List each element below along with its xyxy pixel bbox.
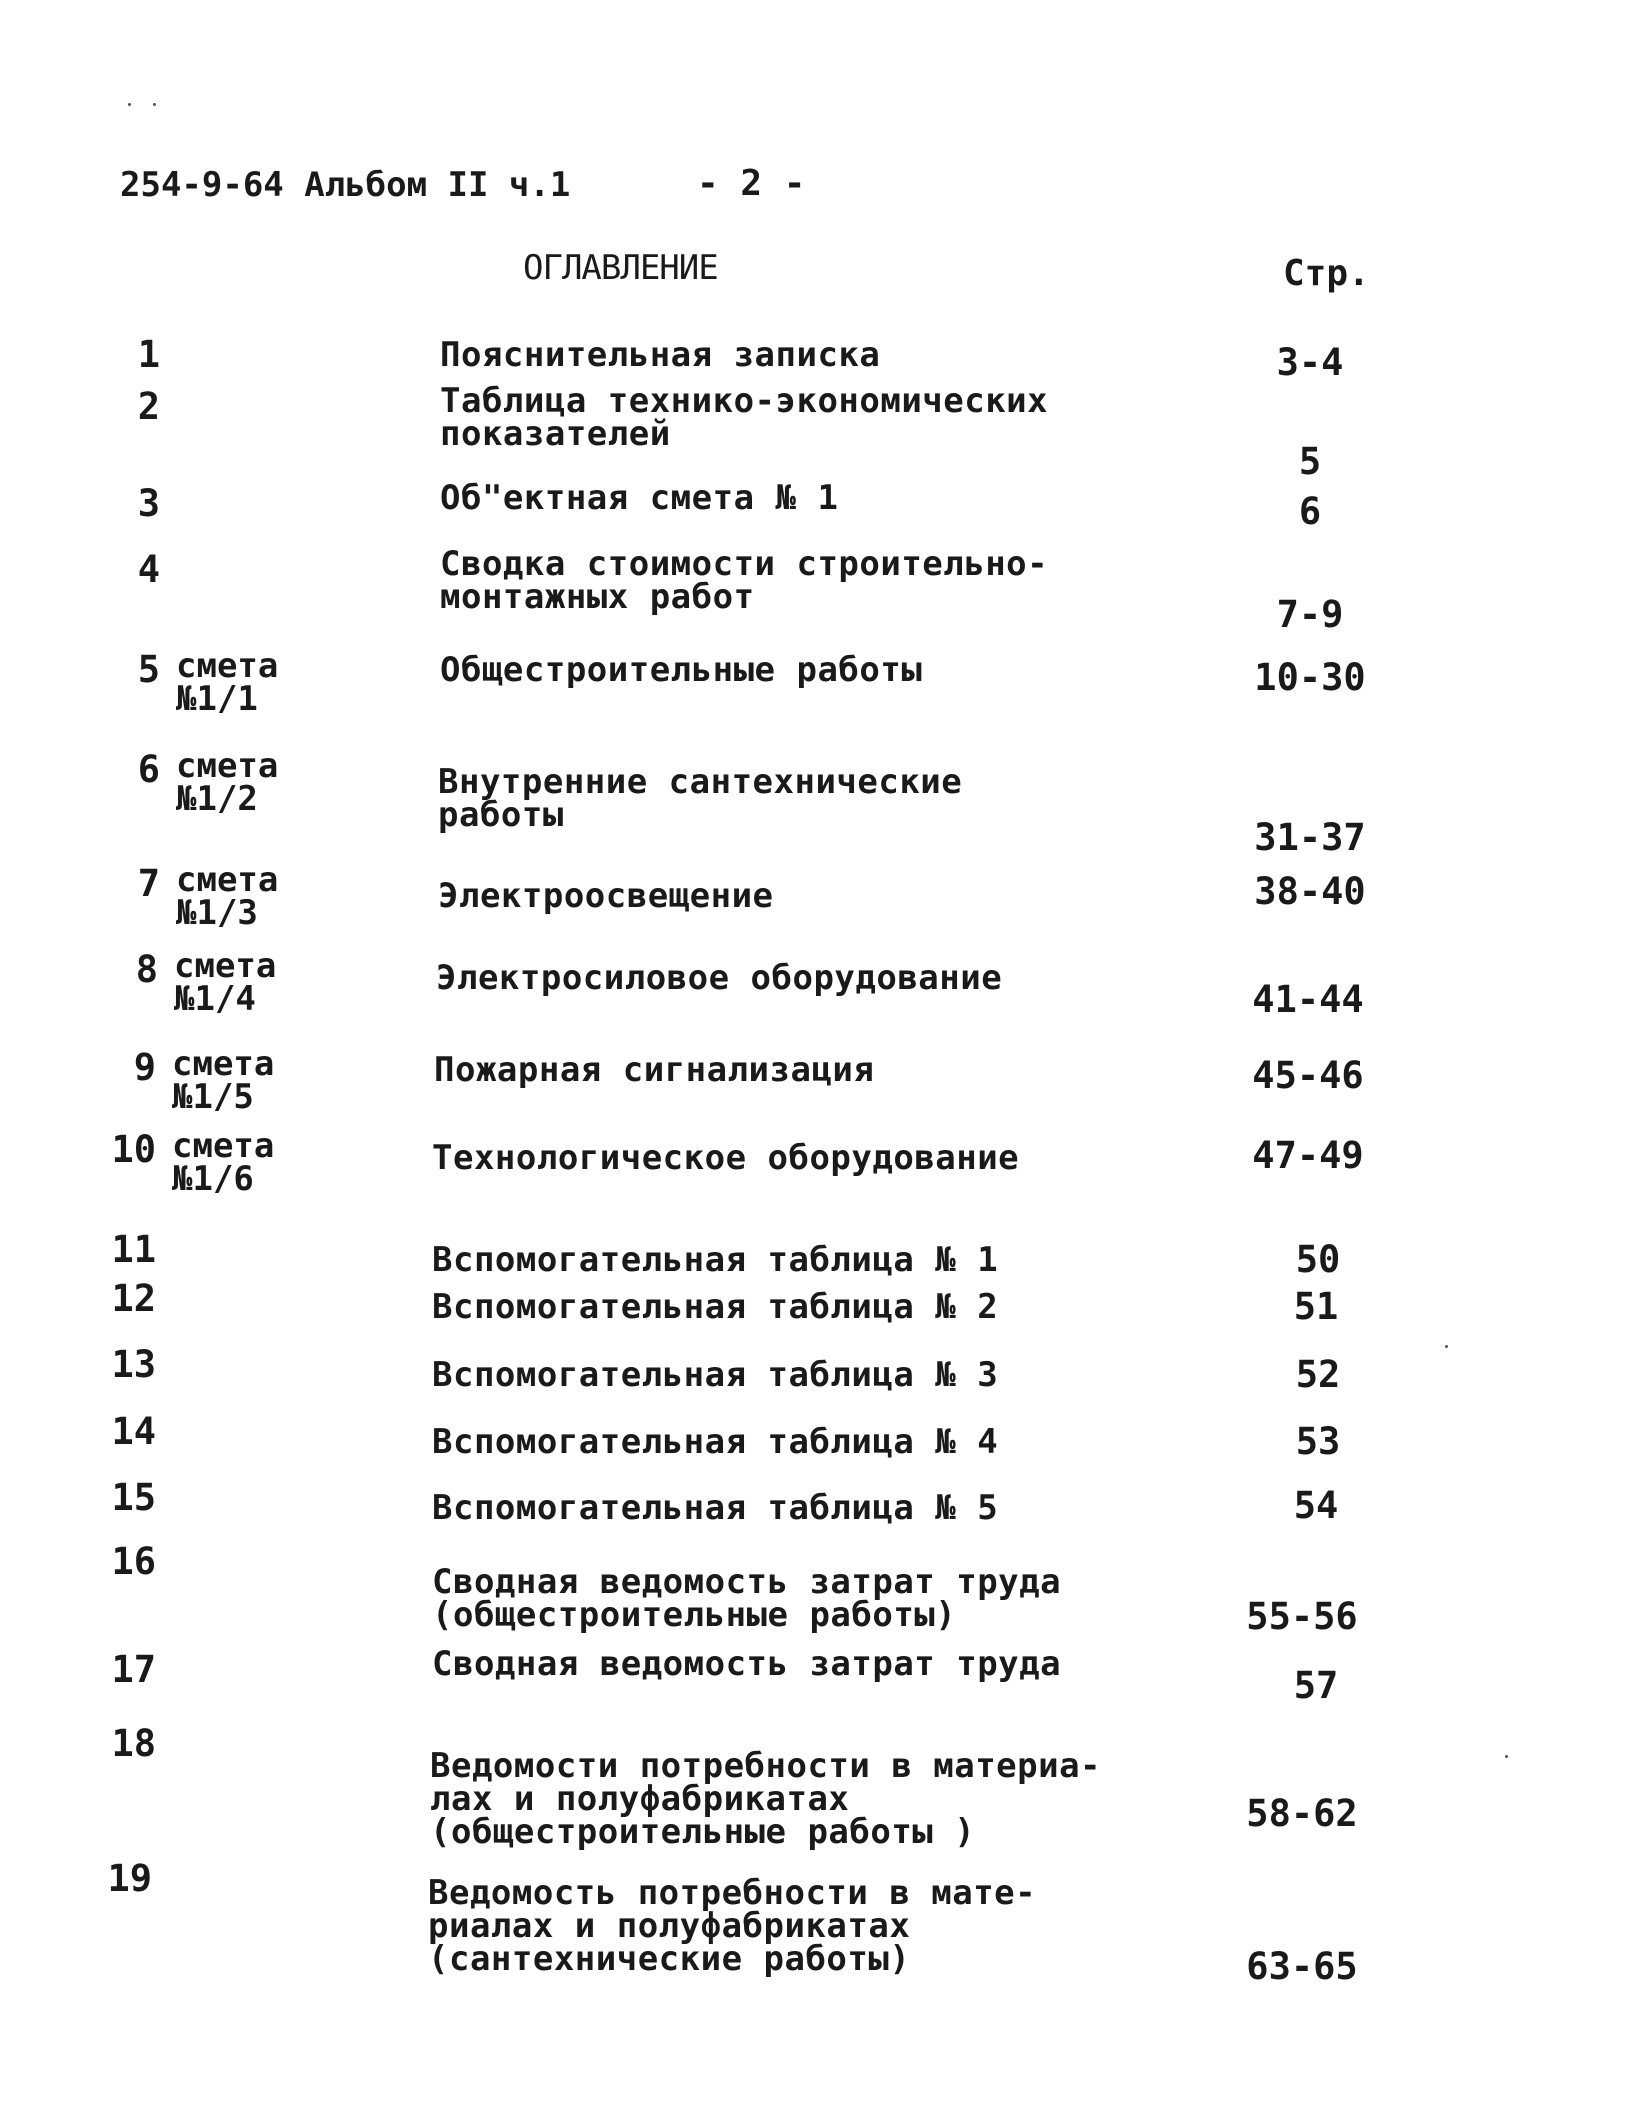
entry-pages: 58-62 xyxy=(1246,1792,1358,1835)
estimate-label xyxy=(172,1126,275,1199)
entry-title-line: (сантехнические работы) xyxy=(428,1939,911,1979)
entry-number: 13 xyxy=(111,1343,156,1386)
estimate-number: №1/1 xyxy=(176,679,258,719)
entry-title-line: Ведомости потребности в материа- xyxy=(430,1746,1102,1786)
estimate-number: №1/2 xyxy=(176,779,258,819)
estimate-word: смета xyxy=(172,1044,275,1084)
entry-pages: 38-40 xyxy=(1254,870,1366,913)
toc-title: ОГЛАВЛЕНИЕ xyxy=(523,248,718,288)
scan-speck xyxy=(1445,1345,1448,1348)
entry-number: 15 xyxy=(111,1476,156,1519)
entry-title-line: (общестроительные работы ) xyxy=(430,1812,976,1852)
entry-title-line: работы xyxy=(438,795,564,835)
entry-title xyxy=(440,650,923,690)
entry-title xyxy=(436,958,1003,998)
entry-title-line: лах и полуфабрикатах xyxy=(430,1779,850,1819)
entry-pages: 6 xyxy=(1298,490,1322,533)
entry-title xyxy=(432,1287,999,1327)
entry-pages: 50 xyxy=(1295,1238,1341,1281)
entry-title-line: Вспомогательная таблица № 2 xyxy=(432,1287,999,1327)
entry-number: 19 xyxy=(107,1857,152,1900)
entry-title-line: (общестроительные работы) xyxy=(432,1595,957,1635)
entry-title xyxy=(432,1422,999,1462)
estimate-number: №1/3 xyxy=(176,893,258,933)
entry-title xyxy=(432,1355,999,1395)
entry-title-line: показателей xyxy=(440,414,671,454)
entry-title-line: Сводная ведомость затрат труда xyxy=(432,1644,1062,1684)
entry-pages: 63-65 xyxy=(1246,1945,1358,1988)
entry-title xyxy=(440,335,881,375)
entry-number: 5 xyxy=(137,648,160,691)
entry-title-line: Электросиловое оборудование xyxy=(436,958,1003,998)
entry-pages: 55-56 xyxy=(1246,1595,1358,1638)
entry-title xyxy=(440,478,839,518)
estimate-word: смета xyxy=(176,646,279,686)
entry-title-line: Электроосвещение xyxy=(438,876,774,916)
entry-number: 16 xyxy=(111,1540,156,1583)
entry-title xyxy=(440,544,1049,617)
estimate-label xyxy=(176,746,279,819)
entry-title xyxy=(434,1050,875,1090)
estimate-label xyxy=(176,646,279,719)
entry-number: 10 xyxy=(111,1128,156,1171)
entry-title-line: Ведомость потребности в мате- xyxy=(428,1873,1037,1913)
entry-number: 18 xyxy=(111,1722,156,1765)
entry-title-line: Общестроительные работы xyxy=(440,650,923,690)
entry-number: 7 xyxy=(137,862,160,905)
entry-title xyxy=(432,1138,1020,1178)
entry-title-line: Вспомогательная таблица № 1 xyxy=(432,1240,999,1280)
entry-title xyxy=(430,1746,1102,1852)
estimate-label xyxy=(174,946,277,1019)
estimate-number: №1/4 xyxy=(174,979,256,1019)
entry-title xyxy=(432,1644,1062,1684)
entry-title-line: Пожарная сигнализация xyxy=(434,1050,875,1090)
entry-title-line: монтажных работ xyxy=(440,577,755,617)
entry-number: 6 xyxy=(137,748,160,791)
entry-title xyxy=(432,1488,999,1528)
entry-number: 12 xyxy=(111,1277,156,1320)
entry-pages: 57 xyxy=(1293,1664,1339,1707)
entry-pages: 54 xyxy=(1293,1484,1339,1527)
estimate-number: №1/5 xyxy=(172,1077,254,1117)
estimate-label xyxy=(172,1044,275,1117)
entry-number: 3 xyxy=(137,482,160,525)
entry-title-line: Таблица технико-экономических xyxy=(440,381,1049,421)
entry-pages: 47-49 xyxy=(1252,1134,1364,1177)
entry-pages: 53 xyxy=(1295,1420,1341,1463)
entry-title-line: Об"ектная смета № 1 xyxy=(440,478,839,518)
estimate-word: смета xyxy=(176,746,279,786)
entry-title-line: Технологическое оборудование xyxy=(432,1138,1020,1178)
entry-title xyxy=(428,1873,1037,1979)
entry-pages: 45-46 xyxy=(1252,1054,1364,1097)
entry-pages: 31-37 xyxy=(1254,816,1366,859)
entry-title-line: Вспомогательная таблица № 3 xyxy=(432,1355,999,1395)
entry-number: 11 xyxy=(111,1228,156,1271)
scan-speck xyxy=(1505,1755,1508,1758)
scan-speck xyxy=(128,103,131,106)
entry-number: 8 xyxy=(135,948,158,991)
entry-title-line: Вспомогательная таблица № 5 xyxy=(432,1488,999,1528)
estimate-word: смета xyxy=(172,1126,275,1166)
estimate-word: смета xyxy=(176,860,279,900)
entry-title xyxy=(432,1240,999,1280)
entry-pages: 51 xyxy=(1293,1285,1339,1328)
entry-title-line: Внутренние сантехнические xyxy=(438,762,963,802)
scan-speck xyxy=(153,103,156,106)
entry-number: 9 xyxy=(133,1046,156,1089)
entry-number: 14 xyxy=(111,1410,156,1453)
entry-pages: 52 xyxy=(1295,1353,1341,1396)
page-column-header: Стр. xyxy=(1283,253,1370,294)
entry-number: 1 xyxy=(137,333,160,376)
entry-title-line: риалах и полуфабрикатах xyxy=(428,1906,911,1946)
entry-pages: 10-30 xyxy=(1254,656,1366,699)
document-code: 254-9-64 Альбом II ч.1 xyxy=(120,165,571,205)
entry-number: 17 xyxy=(111,1648,156,1691)
entry-pages: 3-4 xyxy=(1276,341,1344,384)
page-number: - 2 - xyxy=(697,163,806,204)
entry-title xyxy=(440,381,1049,454)
entry-title-line: Сводка стоимости строительно- xyxy=(440,544,1049,584)
estimate-label xyxy=(176,860,279,933)
entry-title-line: Сводная ведомость затрат труда xyxy=(432,1562,1062,1602)
entry-pages: 41-44 xyxy=(1252,978,1364,1021)
entry-title xyxy=(438,762,963,835)
estimate-number: №1/6 xyxy=(172,1159,254,1199)
entry-title xyxy=(432,1562,1062,1635)
entry-title xyxy=(438,876,774,916)
entry-number: 4 xyxy=(137,548,160,591)
entry-title-line: Пояснительная записка xyxy=(440,335,881,375)
entry-pages: 5 xyxy=(1298,440,1322,483)
estimate-word: смета xyxy=(174,946,277,986)
entry-number: 2 xyxy=(137,385,160,428)
entry-title-line: Вспомогательная таблица № 4 xyxy=(432,1422,999,1462)
entry-pages: 7-9 xyxy=(1276,593,1344,636)
